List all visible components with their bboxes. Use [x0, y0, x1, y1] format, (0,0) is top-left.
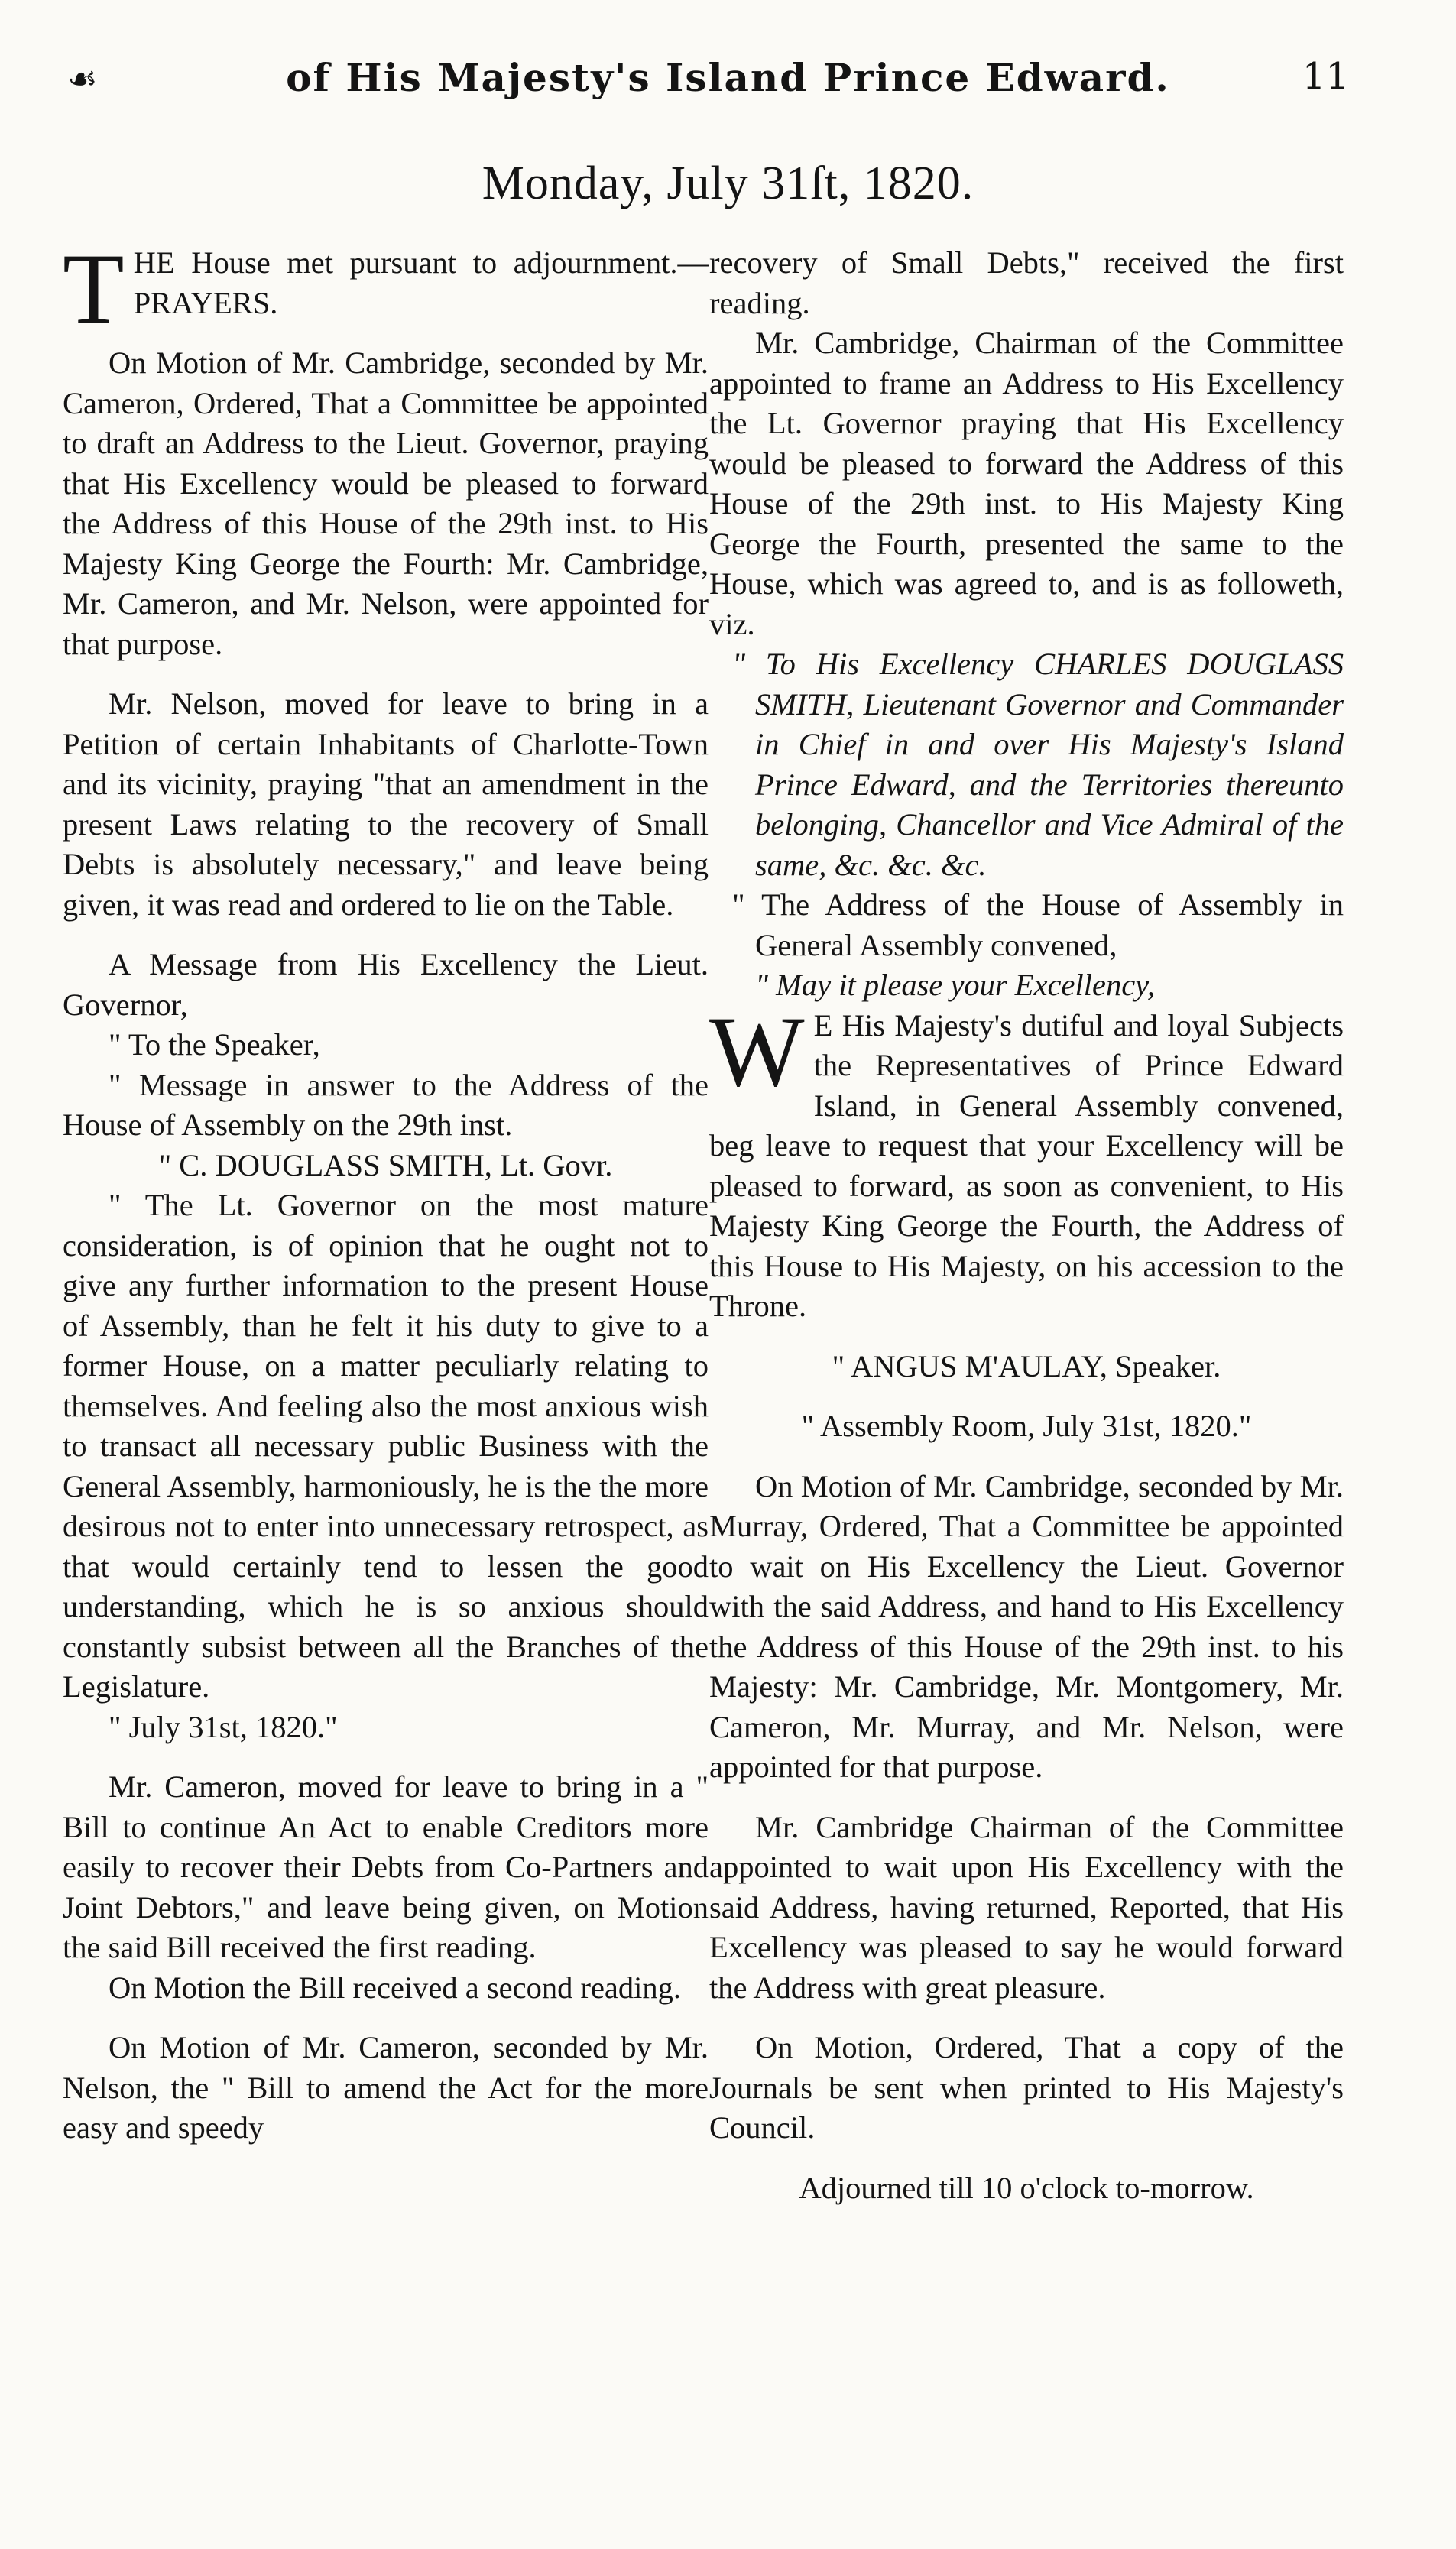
- paragraph: Mr. Cameron, moved for leave to bring in a " Bill to continue An Act to enable Creditors more easily to recover their Debts from Co-Partners and Joint Debtors," and leave being given, on Motion the said Bill received the first reading.: [63, 1769, 709, 1964]
- paragraph: " July 31st, 1820.": [109, 1709, 338, 1744]
- right-column: [709, 243, 1344, 2228]
- paragraph: " Message in answer to the Address of the House of Assembly on the 29th inst.: [63, 1067, 709, 1142]
- paragraph: On Motion of Mr. Cambridge, seconded by Mr. Cameron, Ordered, That a Committee be appointed to draft an Address to the Lieut. Governor, praying that His Excellency would be pleased to forward the Address of this House of the 29th inst. to His Majesty King George the Fourth: Mr. Cambridge, Mr. Cameron, and Mr. Nelson, were appointed for that purpose.: [63, 345, 709, 661]
- date-heading: Monday, July 31ſt, 1820.: [482, 157, 974, 209]
- paragraph: Adjourned till 10 o'clock to-morrow.: [799, 2170, 1254, 2205]
- running-head: [0, 47, 1456, 109]
- paragraph: " The Lt. Governor on the most mature consideration, is of opinion that he ought not to give any further information to the present House of Assembly, than he felt it his duty to give to a former House, on a matter peculiarly relating to themselves. And feeling also the most anxious wish to transact all necessary public Business with the General Assembly, harmoniously, he is the the more desirous not to enter into unnecessary retrospect, as that would certainly tend to lessen the good understanding, which he is so anxious should constantly subsist between all the Branches of the Legislature.: [63, 1188, 709, 1704]
- page-number: 11: [1302, 55, 1349, 98]
- paragraph: [63, 232, 709, 345]
- paragraph-text: E His Majesty's dutiful and loyal Subjects the Representatives of Prince Edward Island, in General Assembly convened, beg leave to request that your Excellency will be pleased to forward, as soon as convenient, to His Majesty King George the Fourth, the Address of this House to His Majesty, on his accession to the Throne.: [709, 1007, 1344, 1323]
- paragraph: Mr. Nelson, moved for leave to bring in a Petition of certain Inhabitants of Charlotte-Town and its vicinity, praying "that an amendment in the present Laws relating to the recovery of Small Debts is absolutely necessary," and leave being given, it was read and ordered to lie on the Table.: [63, 686, 709, 922]
- drop-cap: W: [709, 994, 805, 1107]
- paragraph: Mr. Cambridge, Chairman of the Committee appointed to frame an Address to His Excellency the Lt. Governor praying that His Excellency would be pleased to forward the Address of this House of the 29th inst. to His Majesty King George the Fourth, presented the same to the House, which was agreed to, and is as followeth, viz.: [709, 326, 1344, 641]
- paragraph: On Motion of Mr. Cambridge, seconded by Mr. Murray, Ordered, That a Committee be appointed to wait on His Excellency the Lieut. Governor with the said Address, and hand to His Excellency the Address of this House of the 29th inst. to his Majesty: Mr. Cambridge, Mr. Montgomery, Mr. Cameron, Mr. Murray, and Mr. Nelson, were appointed for that purpose.: [709, 1468, 1344, 1784]
- paragraph: On Motion of Mr. Cameron, seconded by Mr. Nelson, the " Bill to amend the Act for the more easy and speedy: [63, 2030, 709, 2145]
- left-column: [63, 232, 709, 2148]
- paragraph: " The Address of the House of Assembly in General Assembly convened,: [732, 887, 1344, 962]
- paragraph: " May it please your Excellency,: [755, 968, 1156, 1002]
- paragraph-text: HE House met pursuant to adjournment.—PRAYERS.: [133, 245, 709, 320]
- paragraph: " Assembly Room, July 31st, 1820.": [801, 1409, 1252, 1443]
- paragraph: A Message from His Excellency the Lieut. Governor,: [63, 947, 709, 1022]
- paragraph: [709, 994, 1344, 1327]
- paragraph: recovery of Small Debts," received the first reading.: [709, 245, 1344, 320]
- drop-cap: T: [63, 232, 125, 345]
- paragraph: " To the Speaker,: [109, 1027, 320, 1062]
- paragraph: Mr. Cambridge Chairman of the Committee appointed to wait upon His Excellency with the said Address, having returned, Reported, that His Excellency was pleased to say he would forward the Address with great pleasure.: [709, 1809, 1344, 2005]
- running-title: of His Majesty's Island Prince Edward.: [286, 55, 1170, 100]
- paragraph: " C. DOUGLASS SMITH, Lt. Govr.: [158, 1147, 613, 1182]
- paragraph: On Motion the Bill received a second reading.: [109, 1970, 682, 2005]
- paragraph: " To His Excellency CHARLES DOUGLASS SMITH, Lieutenant Governor and Commander in Chief in and over His Majesty's Island Prince Edward, and the Territories thereunto belonging, Chancellor and Vice Admiral of the same, &c. &c. &c.: [732, 647, 1344, 882]
- fleuron-icon: ☙: [67, 60, 98, 99]
- paragraph: " ANGUS M'AULAY, Speaker.: [832, 1348, 1221, 1383]
- paragraph: On Motion, Ordered, That a copy of the Journals be sent when printed to His Majesty's Council.: [709, 2030, 1344, 2145]
